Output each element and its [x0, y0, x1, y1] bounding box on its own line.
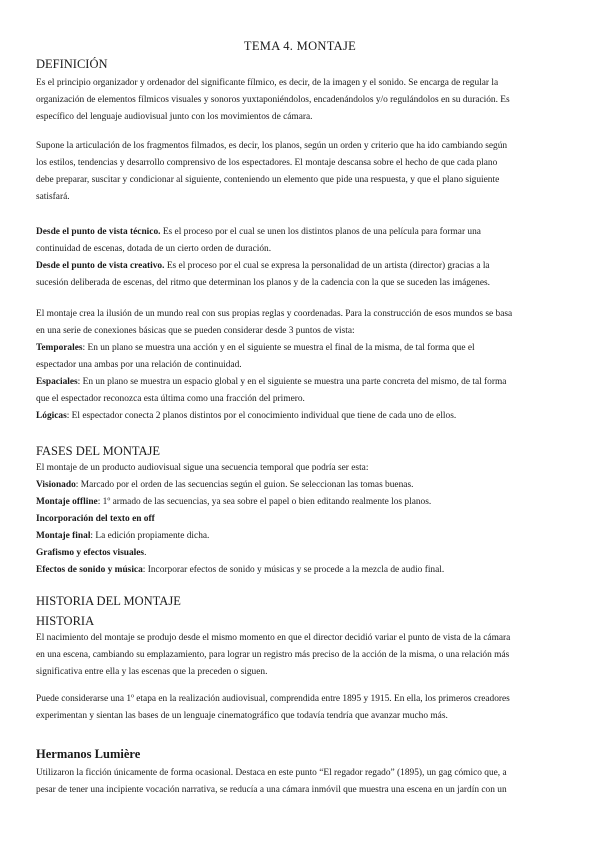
text-line: en una serie de conexiones básicas que se pueden considerar desde 3 puntos de vista: — [36, 326, 355, 336]
term-creativo: Desde el punto de vista creativo. — [36, 261, 165, 271]
heading-historia-montaje: HISTORIA DEL MONTAJE — [36, 594, 181, 608]
heading-definicion: DEFINICIÓN — [36, 57, 108, 71]
text-line: en una escena, cambiando su emplazamiento, para lograr un registro más preciso de la acción de la misma, o una relación más — [36, 650, 510, 660]
text-line: específico del lenguaje audiovisual junto con los movimientos de cámara. — [36, 112, 313, 122]
term-temporales-text: : En un plano se muestra una acción y en el siguiente se muestra el final de la misma, de tal forma que el — [82, 343, 475, 353]
term-logicas-text: : El espectador conecta 2 planos distintos por el conocimiento individual que tiene de cada uno de ellos. — [66, 411, 457, 421]
heading-lumiere: Hermanos Lumière — [36, 747, 141, 761]
term-espaciales: Espaciales — [36, 377, 78, 387]
term-logicas: Lógicas — [36, 411, 67, 421]
text-line — [36, 477, 566, 494]
term-grafismo-text: . — [144, 548, 147, 558]
lumiere-paragraph-1 — [36, 765, 566, 799]
text-line: Es el principio organizador y ordenador del significante fílmico, es decir, de la imagen y el sonido. Se encarga de regular la — [36, 78, 499, 88]
text-line: experimentan y sientan las bases de un lenguaje cinematográfico que todavía tendría que avanzar mucho más. — [36, 711, 448, 721]
term-sonido: Efectos de sonido y música — [36, 565, 143, 575]
text-line: El nacimiento del montaje se produjo desde el mismo momento en que el director decidió variar el punto de vista de la cámara — [36, 633, 511, 643]
text-line — [36, 224, 566, 241]
term-temporales: Temporales — [36, 343, 83, 353]
document-title: TEMA 4. MONTAJE — [243, 39, 357, 53]
text-line: los estilos, tendencias y desarrollo comprensivo de los espectadores. El montaje descansa sobre el hecho de que cada plano — [36, 158, 498, 168]
text-line: significativa entre ella y las escenas que la preceden o siguen. — [36, 667, 268, 677]
term-creativo-text: Es el proceso por el cual se expresa la personalidad de un artista (director) gracias a la — [164, 261, 490, 271]
term-visionado: Visionado — [36, 480, 76, 490]
text-line — [36, 545, 566, 562]
fases-list — [36, 460, 566, 579]
definicion-paragraph-4 — [36, 306, 566, 425]
definicion-paragraph-2 — [36, 138, 566, 206]
text-line: espectador una ambas por una relación de continuidad. — [36, 360, 242, 370]
historia-paragraph-2 — [36, 691, 566, 725]
text-line: Puede considerarse una 1º etapa en la realización audiovisual, comprendida entre 1895 y 1915. En ella, los primeros creadores — [36, 694, 510, 704]
term-offline: Montaje offline — [36, 497, 98, 507]
term-grafismo: Grafismo y efectos visuales — [36, 548, 145, 558]
term-tecnico: Desde el punto de vista técnico. — [36, 227, 161, 237]
term-incorporacion: Incorporación del texto en off — [36, 514, 155, 524]
term-tecnico-text: Es el proceso por el cual se unen los distintos planos de una película para formar una — [160, 227, 481, 237]
text-line — [36, 374, 566, 391]
heading-historia: HISTORIA — [36, 614, 95, 628]
term-offline-text: : 1º armado de las secuencias, ya sea sobre el papel o bien editando realmente los planos. — [97, 497, 432, 507]
text-line: debe preparar, suscitar y condicionar al siguiente, conteniendo un elemento que pide una respuesta, y que el plano siguiente — [36, 175, 500, 185]
text-line: organización de elementos fílmicos visuales y sonoros yuxtaponiéndolos, encadenándolos y/o regulándolos en su duración. Es — [36, 95, 510, 105]
term-espaciales-text: : En un plano se muestra un espacio global y en el siguiente se muestra una parte concreta del mismo, de tal forma — [77, 377, 507, 387]
text-line — [36, 408, 566, 425]
definicion-paragraph-3 — [36, 224, 566, 292]
text-line — [36, 562, 566, 579]
term-visionado-text: : Marcado por el orden de las secuencias según el guion. Se seleccionan las tomas buenas. — [75, 480, 414, 490]
text-line — [36, 258, 566, 275]
text-line — [36, 494, 566, 511]
text-line: continuidad de escenas, dotada de un cierto orden de duración. — [36, 244, 272, 254]
term-sonido-text: : Incorporar efectos de sonido y músicas y se procede a la mezcla de audio final. — [142, 565, 445, 575]
text-line: Supone la articulación de los fragmentos filmados, es decir, los planos, según un orden y criterio que ha ido cambiando según — [36, 141, 508, 151]
definicion-paragraph-1 — [36, 75, 566, 126]
text-line: sucesión deliberada de escenas, del ritmo que determinan los planos y de la cadencia con la que se suceden las imágenes. — [36, 278, 490, 288]
text-line: Utilizaron la ficción únicamente de forma ocasional. Destaca en este punto “El regador regado” (1895), un gag cómico que, a — [36, 768, 507, 778]
text-line: que el espectador reconozca esta última como una fracción del primero. — [36, 394, 305, 404]
heading-fases: FASES DEL MONTAJE — [36, 444, 161, 458]
text-line: El montaje de un producto audiovisual sigue una secuencia temporal que podría ser esta: — [36, 463, 369, 473]
text-line — [36, 340, 566, 357]
text-line — [36, 511, 566, 528]
term-final: Montaje final — [36, 531, 91, 541]
text-line — [36, 528, 566, 545]
historia-paragraph-1 — [36, 630, 566, 681]
text-line: El montaje crea la ilusión de un mundo real con sus propias reglas y coordenadas. Para la construcción de esos mundos se basa — [36, 309, 513, 319]
term-final-text: : La edición propiamente dicha. — [90, 531, 210, 541]
text-line: satisfará. — [36, 192, 70, 202]
text-line: pesar de tener una incipiente vocación narrativa, se reducía a una cámara inmóvil que muestra una escena en un jardín con un — [36, 785, 507, 795]
